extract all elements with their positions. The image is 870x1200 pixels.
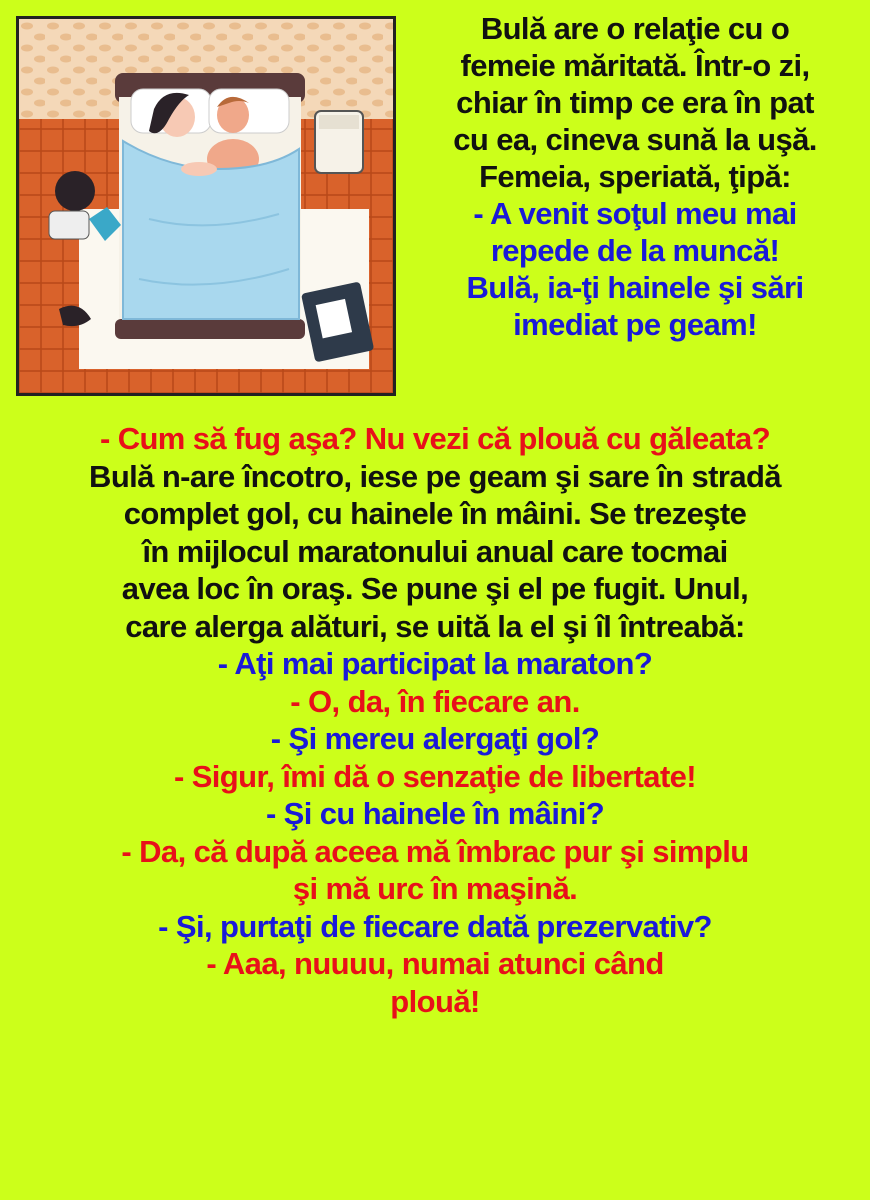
bula-dialogue-line: - Cum să fug aşa? Nu vezi că plouă cu găleata?: [99, 421, 771, 456]
bula-dialogue-line: - O, da, în fiecare an.: [290, 683, 580, 719]
bedroom-illustration: [16, 16, 396, 396]
runner-dialogue-line: - Aţi mai participat la maraton?: [217, 646, 653, 681]
intro-text: [410, 10, 860, 343]
story-text: [10, 420, 860, 1020]
narration-line: Femeia, speriată, ţipă:: [479, 159, 791, 194]
narration-line: cu ea, cineva sună la uşă.: [453, 122, 817, 157]
runner-dialogue-line: - Şi mereu alergaţi gol?: [270, 721, 600, 756]
bedroom-scene-image: [19, 19, 393, 393]
narration-line: care alerga alături, se uită la el şi îl întreabă:: [125, 608, 745, 644]
narration-line: Bulă are o relaţie cu o: [480, 11, 790, 46]
woman-dialogue-line: Bulă, ia-ţi hainele şi sări: [466, 270, 804, 305]
narration-line: Bulă n-are încotro, iese pe geam şi sare în stradă: [89, 458, 781, 494]
narration-line: chiar în timp ce era în pat: [456, 85, 814, 120]
narration-line: în mijlocul maratonului anual care tocmai: [142, 533, 728, 569]
woman-dialogue-line: - A venit soţul meu mai: [473, 196, 797, 231]
bula-dialogue-line: - Da, că după aceea mă îmbrac pur şi simplu: [121, 833, 749, 869]
bula-dialogue-line: plouă!: [390, 983, 480, 1019]
woman-dialogue-line: repede de la muncă!: [490, 233, 780, 268]
bula-dialogue-line: şi mă urc în maşină.: [292, 871, 578, 906]
hat: [55, 171, 95, 211]
woman-dialogue-line: imediat pe geam!: [513, 307, 757, 342]
narration-line: avea loc în oraş. Se pune şi el pe fugit. Unul,: [121, 571, 749, 606]
bula-dialogue-line: - Aaa, nuuuu, numai atunci când: [206, 946, 664, 981]
narration-line: femeie măritată. Într-o zi,: [460, 48, 810, 83]
runner-dialogue-line: - Şi cu hainele în mâini?: [265, 796, 605, 831]
narration-line: complet gol, cu hainele în mâini. Se trezeşte: [123, 496, 747, 531]
bula-dialogue-line: - Sigur, îmi dă o senzaţie de libertate!: [173, 758, 697, 794]
runner-dialogue-line: - Şi, purtaţi de fiecare dată prezervativ?: [158, 908, 712, 944]
